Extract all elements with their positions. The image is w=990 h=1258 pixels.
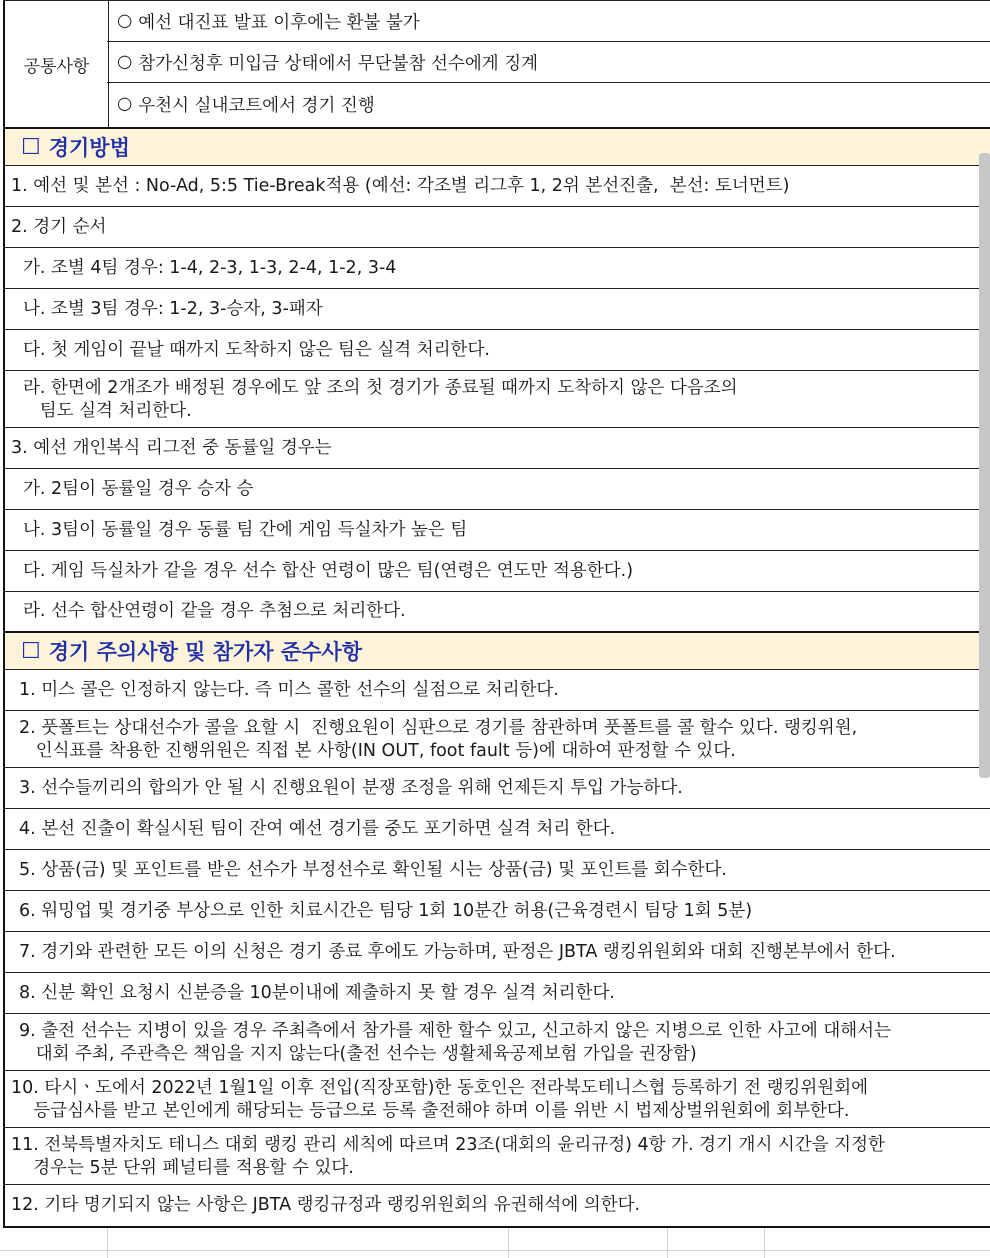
section-title: 경기방법 (48, 136, 130, 160)
common-rule-item (107, 1, 990, 42)
rule-row (3, 670, 990, 711)
rule-text: 6. 워밍업 및 경기중 부상으로 인한 치료시간은 팀당 1회 10분간 허용(근육경련시 팀당 1회 5분) (19, 900, 753, 921)
rule-row (3, 289, 990, 330)
rule-text: 다. 첫 게임이 끝날 때까지 도착하지 않은 팀은 실격 처리한다. (23, 339, 490, 360)
rule-row (3, 1014, 990, 1071)
checkbox-square-icon: ☐ (21, 134, 41, 160)
common-rules-items (107, 1, 990, 127)
checkbox-square-icon: ☐ (21, 638, 41, 664)
rule-row (3, 809, 990, 850)
common-rule-text: 예선 대진표 발표 이후에는 환불 불가 (138, 12, 420, 33)
rule-row (3, 1071, 990, 1128)
section-header-match-method (3, 129, 990, 166)
rule-row (3, 973, 990, 1014)
rule-row (3, 1128, 990, 1185)
rule-row (3, 428, 990, 469)
rule-row (3, 469, 990, 510)
common-rules-block (3, 0, 990, 129)
rule-row (3, 248, 990, 289)
tournament-rules-document (3, 0, 990, 1228)
rule-text: 5. 상품(금) 및 포인트를 받은 선수가 부정선수로 확인될 시는 상품(금) 및 포인트를 회수한다. (19, 859, 727, 880)
circle-bullet-icon: ○ (117, 52, 133, 72)
vertical-scrollbar[interactable] (979, 153, 990, 778)
sheet-gridline (0, 1250, 990, 1251)
circle-bullet-icon: ○ (117, 11, 133, 31)
rule-text: 3. 선수들끼리의 합의가 안 될 시 진행요원이 분쟁 조정을 위해 언제든지 투입 가능하다. (19, 777, 683, 798)
rule-text: 2. 경기 순서 (11, 216, 107, 237)
rule-row (3, 932, 990, 973)
common-rule-text: 우천시 실내코트에서 경기 진행 (138, 95, 375, 116)
rule-text: 라. 한면에 2개조가 배정된 경우에도 앞 조의 첫 경기가 종료될 때까지 도착하지 않은 다음조의 팀도 실격 처리한다. (23, 378, 738, 421)
rule-row (3, 510, 990, 551)
rule-text: 2. 풋폴트는 상대선수가 콜을 요할 시 진행요원이 심판으로 경기를 참관하며 풋폴트를 콜 할수 있다. 랭킹위원, 인식표를 착용한 진행위원은 직접 본 사항(IN OUT, foot fault 등)에 대하여 판정할 수 있다. (19, 718, 858, 761)
rule-row (3, 371, 990, 428)
rule-text: 1. 미스 콜은 인정하지 않는다. 즉 미스 콜한 선수의 실점으로 처리한다. (19, 679, 559, 700)
rule-row (3, 207, 990, 248)
rule-text: 7. 경기와 관련한 모든 이의 신청은 경기 종료 후에도 가능하며, 판정은 JBTA 랭킹위원회와 대회 진행본부에서 한다. (19, 941, 896, 962)
rule-row (3, 768, 990, 809)
rule-text: 나. 3팀이 동률일 경우 동률 팀 간에 게임 득실차가 높은 팀 (23, 519, 468, 540)
rule-text: 가. 2팀이 동률일 경우 승자 승 (23, 478, 254, 499)
rule-row (3, 166, 990, 207)
rule-text: 12. 기타 명기되지 않는 사항은 JBTA 랭킹규정과 랭킹위원회의 유권해석에 의한다. (11, 1195, 641, 1215)
common-rule-item (107, 42, 990, 83)
rule-row (3, 850, 990, 891)
common-rule-text: 참가신청후 미입금 상태에서 무단불참 선수에게 징계 (138, 53, 539, 74)
rule-text: 8. 신분 확인 요청시 신분증을 10분이내에 제출하지 못 할 경우 실격 처리한다. (19, 982, 615, 1003)
rule-text: 11. 전북특별자치도 테니스 대회 랭킹 관리 세칙에 따르며 23조(대회의 윤리규정) 4항 가. 경기 개시 시간을 지정한 경우는 5분 단위 페널티를 적용할 수 있다. (11, 1135, 885, 1178)
rule-text: 9. 출전 선수는 지병이 있을 경우 주최측에서 참가를 제한 할수 있고, 신고하지 않은 지병으로 인한 사고에 대해서는 대회 주최, 주관측은 책임을 지지 않는다(출전 선수는 생활체육공제보험 가입을 권장함) (19, 1021, 891, 1064)
rule-text: 다. 게임 득실차가 같을 경우 선수 합산 연령이 많은 팀(연령은 연도만 적용한다.) (23, 560, 634, 581)
rule-row (3, 891, 990, 932)
rule-row (3, 592, 990, 633)
common-rules-label: 공통사항 (3, 1, 109, 127)
circle-bullet-icon: ○ (117, 94, 133, 114)
rule-text: 3. 예선 개인복식 리그전 중 동률일 경우는 (11, 437, 332, 458)
section-header-precautions (3, 633, 990, 670)
rule-text: 10. 타시ㆍ도에서 2022년 1월1일 이후 전입(직장포함)한 동호인은 전라북도테니스협 등록하기 전 랭킹위원회에 등급심사를 받고 본인에게 해당되는 등급으로 등록 출전해야 하며 이를 위반 시 법제상벌위원회에 회부한다. (11, 1078, 869, 1121)
rule-text: 가. 조별 4팀 경우: 1-4, 2-3, 1-3, 2-4, 1-2, 3-4 (23, 257, 397, 278)
rule-row (3, 711, 990, 768)
rule-row (3, 551, 990, 592)
rule-text: 나. 조별 3팀 경우: 1-2, 3-승자, 3-패자 (23, 298, 323, 319)
common-rule-item (107, 83, 990, 125)
rule-text: 4. 본선 진출이 확실시된 팀이 잔여 예선 경기를 중도 포기하면 실격 처리 한다. (19, 818, 616, 839)
rule-text: 라. 선수 합산연령이 같을 경우 추첨으로 처리한다. (23, 601, 406, 621)
rule-row (3, 330, 990, 371)
section-title: 경기 주의사항 및 참가자 준수사항 (48, 640, 362, 664)
rule-row (3, 1185, 990, 1228)
rule-text: 1. 예선 및 본선 : No-Ad, 5:5 Tie-Break적용 (예선: 각조별 리그후 1, 2위 본선진출, 본선: 토너먼트) (11, 175, 790, 196)
